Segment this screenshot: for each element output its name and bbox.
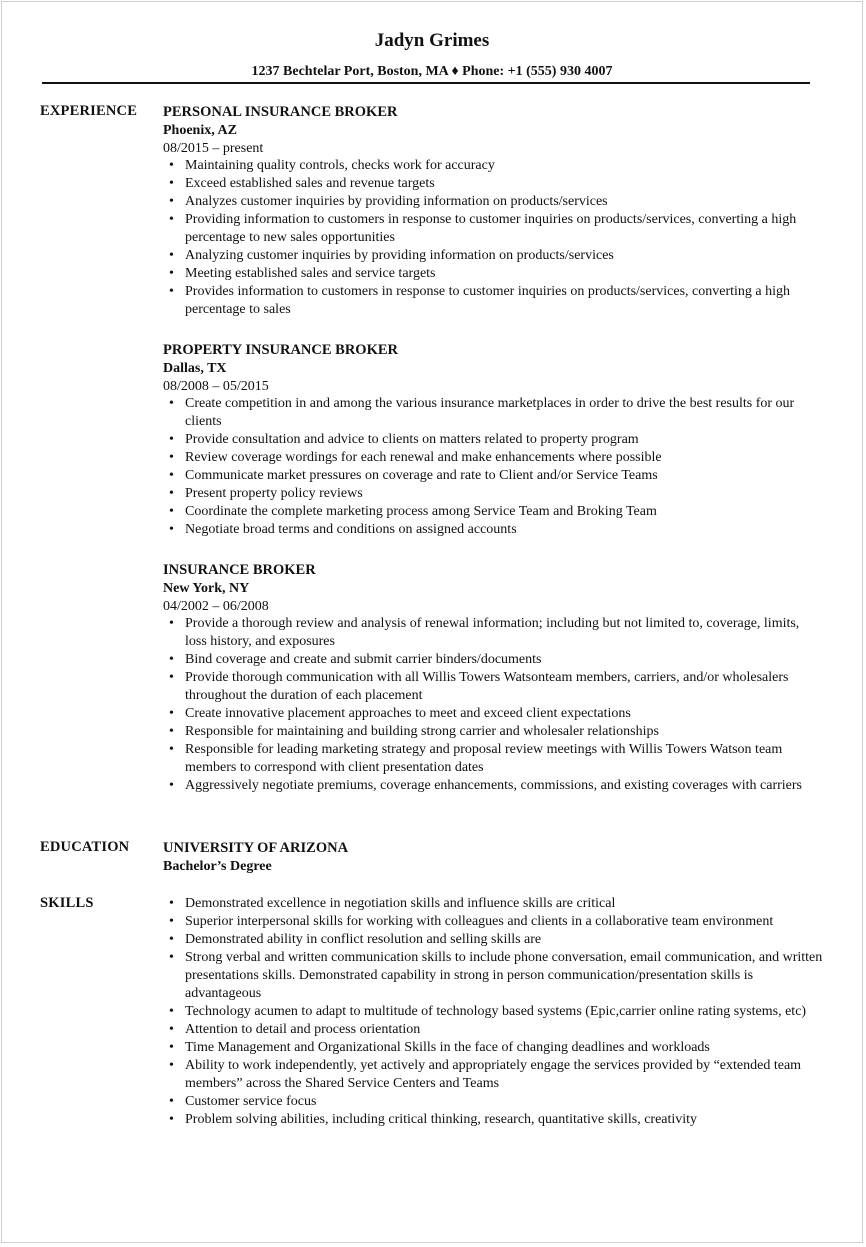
job-location: Dallas, TX [163, 361, 227, 376]
job-dates: 04/2002 – 06/2008 [163, 599, 269, 614]
list-item: • Customer service focus [163, 1093, 823, 1111]
list-item: • Attention to detail and process orientation [163, 1021, 823, 1039]
job-title: INSURANCE BROKER [163, 562, 316, 578]
job-bullet-list [163, 157, 823, 319]
list-item: • Problem solving abilities, including critical thinking, research, quantitative skills, creativity [163, 1111, 823, 1129]
resume-page [1, 1, 863, 1243]
job-dates: 08/2008 – 05/2015 [163, 379, 269, 394]
list-item: • Providing information to customers in response to customer inquiries on products/services, converting a high percentage to new sales opportunities [163, 211, 823, 247]
list-item: • Create competition in and among the various insurance marketplaces in order to drive the best results for our clients [163, 395, 823, 431]
list-item: • Bind coverage and create and submit carrier binders/documents [163, 651, 823, 669]
section-heading-experience: EXPERIENCE [40, 103, 138, 119]
list-item: • Technology acumen to adapt to multitude of technology based systems (Epic,carrier online rating systems, etc) [163, 1003, 823, 1021]
job-location: Phoenix, AZ [163, 123, 237, 138]
list-item: • Create innovative placement approaches to meet and exceed client expectations [163, 705, 823, 723]
job-entry [163, 103, 823, 319]
header-divider [42, 82, 810, 84]
skills-entry [163, 895, 823, 1129]
list-item: • Meeting established sales and service targets [163, 265, 823, 283]
education-entry [163, 839, 823, 876]
candidate-name: Jadyn Grimes [374, 30, 490, 51]
job-title: PERSONAL INSURANCE BROKER [163, 104, 398, 120]
skills-list [163, 895, 823, 1129]
job-entry [163, 561, 823, 795]
job-dates: 08/2015 – present [163, 141, 264, 156]
list-item: • Communicate market pressures on coverage and rate to Client and/or Service Teams [163, 467, 823, 485]
list-item: • Strong verbal and written communication skills to include phone conversation, email communication, and written presentations skills. Demonstrated capability in strong in person communication/presentation skills is advantageous [163, 949, 823, 1003]
job-bullet-list [163, 395, 823, 539]
list-item: • Analyzes customer inquiries by providing information on products/services [163, 193, 823, 211]
list-item: • Provides information to customers in response to customer inquiries on products/services, converting a high percentage to sales [163, 283, 823, 319]
list-item: • Negotiate broad terms and conditions on assigned accounts [163, 521, 823, 539]
list-item: • Coordinate the complete marketing process among Service Team and Broking Team [163, 503, 823, 521]
job-entry [163, 341, 823, 539]
job-title: PROPERTY INSURANCE BROKER [163, 342, 399, 358]
job-location: New York, NY [163, 581, 250, 596]
list-item: • Provide thorough communication with all Willis Towers Watsonteam members, carriers, and/or wholesalers throughout the duration of each placement [163, 669, 823, 705]
list-item: • Exceed established sales and revenue targets [163, 175, 823, 193]
list-item: • Demonstrated ability in conflict resolution and selling skills are [163, 931, 823, 949]
list-item: • Provide consultation and advice to clients on matters related to property program [163, 431, 823, 449]
list-item: • Responsible for leading marketing strategy and proposal review meetings with Willis Towers Watson team members to correspond with client presentation dates [163, 741, 823, 777]
list-item: • Ability to work independently, yet actively and appropriately engage the services provided by “extended team members” across the Shared Service Centers and Teams [163, 1057, 823, 1093]
list-item: • Time Management and Organizational Skills in the face of changing deadlines and workloads [163, 1039, 823, 1057]
job-bullet-list [163, 615, 823, 795]
contact-line: 1237 Bechtelar Port, Boston, MA ♦ Phone: +1 (555) 930 4007 [251, 64, 613, 79]
list-item: • Present property policy reviews [163, 485, 823, 503]
list-item: • Superior interpersonal skills for working with colleagues and clients in a collaborative team environment [163, 913, 823, 931]
list-item: • Provide a thorough review and analysis of renewal information; including but not limited to, coverage, limits, loss history, and exposures [163, 615, 823, 651]
list-item: • Analyzing customer inquiries by providing information on products/services [163, 247, 823, 265]
list-item: • Review coverage wordings for each renewal and make enhancements where possible [163, 449, 823, 467]
list-item: • Maintaining quality controls, checks work for accuracy [163, 157, 823, 175]
section-heading-skills: SKILLS [40, 895, 94, 911]
list-item: • Responsible for maintaining and building strong carrier and wholesaler relationships [163, 723, 823, 741]
degree: Bachelor’s Degree [163, 859, 272, 874]
section-heading-education: EDUCATION [40, 839, 130, 855]
list-item: • Demonstrated excellence in negotiation skills and influence skills are critical [163, 895, 823, 913]
school-name: UNIVERSITY OF ARIZONA [163, 840, 349, 856]
list-item: • Aggressively negotiate premiums, coverage enhancements, commissions, and existing coverages with carriers [163, 777, 823, 795]
